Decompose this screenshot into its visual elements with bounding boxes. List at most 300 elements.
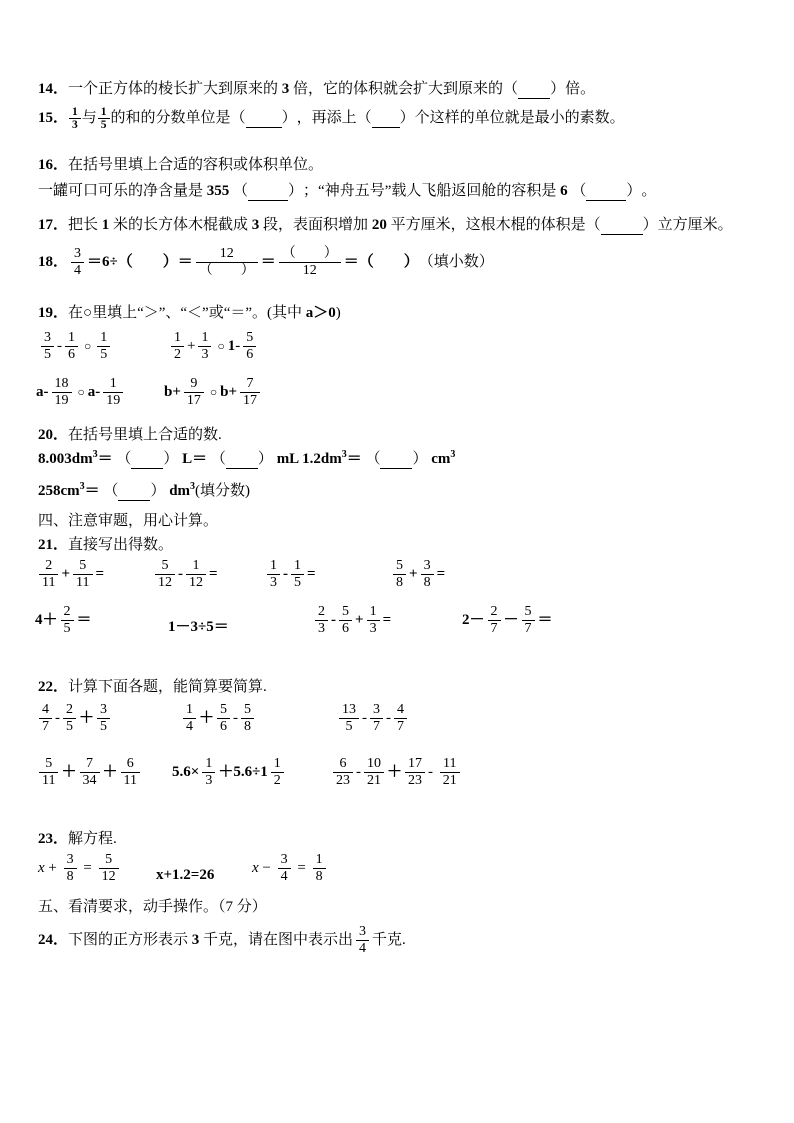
q22-expression-5 — [172, 756, 287, 789]
bold-token: ＋ — [79, 710, 95, 727]
math-fraction — [394, 702, 407, 735]
bold-token: a- — [36, 384, 49, 401]
fraction-denominator: 3 — [318, 621, 325, 637]
text-token: = — [293, 860, 310, 877]
fraction-denominator: 17 — [243, 393, 258, 409]
q21-expression-5 — [35, 604, 92, 637]
fill-blank — [365, 450, 427, 469]
italic-variable: x — [252, 860, 259, 877]
fraction-denominator: 6 — [246, 347, 254, 363]
fraction-numerator: 5 — [105, 852, 113, 867]
question-14 — [38, 80, 595, 99]
math-fraction — [333, 756, 353, 789]
fraction-denominator: 7 — [373, 719, 380, 735]
math-fraction — [103, 376, 123, 409]
math-fraction — [61, 604, 74, 637]
fraction-denominator: 5 — [345, 719, 353, 735]
compare-circle-icon: ○ — [84, 339, 92, 354]
math-fraction — [63, 702, 76, 735]
text-token: ) — [335, 305, 341, 321]
fraction-numerator: 1 — [205, 756, 213, 771]
math-fraction — [522, 604, 535, 637]
math-fraction — [291, 558, 304, 591]
text-token: - — [356, 764, 361, 781]
fraction-numerator: 4 — [42, 702, 49, 717]
bold-token: 22． — [38, 679, 69, 695]
fraction-numerator: 7 — [246, 376, 254, 391]
fraction-denominator: 12 — [101, 869, 116, 885]
fill-blank — [116, 450, 178, 469]
text-token: 个这样的单位就是最小的素数。 — [414, 110, 625, 127]
q21-expression-1 — [36, 558, 104, 591]
bold-token: = — [307, 566, 316, 583]
math-fraction — [39, 756, 58, 789]
bold-token: ＋ — [199, 710, 215, 727]
math-fraction — [52, 376, 72, 409]
text-token: - — [233, 710, 239, 727]
bold-token: a- — [87, 384, 101, 401]
bold-token: b+ — [164, 384, 181, 401]
text-token: 倍。 — [565, 81, 596, 97]
open-paren-icon: （ — [116, 451, 132, 467]
fraction-numerator: 6 — [339, 756, 347, 771]
math-fraction — [243, 330, 256, 363]
compare-circle-icon: ○ — [77, 385, 85, 400]
fraction-denominator: 4 — [280, 869, 288, 885]
text-token: (填分数) — [195, 483, 251, 499]
text-token: 千克，请在图中表示出 — [199, 932, 354, 949]
text-token: 一罐可口可乐的净含量是 — [38, 183, 207, 199]
fraction-denominator: 5 — [44, 347, 51, 363]
math-fraction — [313, 852, 326, 885]
math-fraction — [339, 702, 359, 735]
fill-blank — [357, 109, 415, 128]
question-20-line-2 — [38, 482, 250, 501]
bold-token: 1－3÷5＝ — [168, 619, 229, 635]
text-token: 解方程. — [68, 831, 117, 847]
fraction-numerator: 2 — [318, 604, 325, 619]
close-paren-icon: ） — [257, 451, 273, 467]
fraction-denominator: 11 — [76, 575, 90, 591]
bold-token: dm — [165, 483, 191, 499]
fraction-numerator: 5 — [396, 558, 403, 573]
math-fraction — [97, 702, 110, 735]
fraction-numerator: 5 — [244, 702, 252, 717]
q21-expression-3 — [264, 558, 316, 591]
text-token: - — [235, 338, 241, 355]
blank-underline — [248, 186, 288, 201]
blank-underline — [601, 220, 643, 235]
open-paren-icon: （ — [356, 110, 372, 127]
question-23-heading — [38, 830, 117, 849]
bold-token: + — [355, 612, 364, 629]
text-token: 在○里填上“＞”、“＜”或“＝”。(其中 — [68, 305, 306, 321]
math-fraction — [421, 558, 434, 591]
fraction-numerator: 3 — [373, 702, 380, 717]
bold-token: 6 — [560, 183, 568, 199]
blank-underline — [131, 454, 163, 469]
q21-expression-7 — [312, 604, 391, 637]
compare-circle-icon: ○ — [209, 385, 218, 400]
fraction-numerator: 1 — [72, 106, 78, 118]
bold-token: 16． — [38, 157, 69, 173]
fraction-numerator: 5 — [246, 330, 254, 345]
math-fraction — [99, 852, 119, 885]
text-token: - — [57, 338, 62, 355]
fraction-denominator: 3 — [201, 347, 209, 363]
bold-token: 14． — [38, 81, 69, 97]
bold-token: ＝ — [84, 483, 104, 499]
text-token: − — [258, 860, 275, 877]
bold-token: - — [283, 566, 288, 583]
math-fraction — [69, 106, 81, 131]
bold-token: - — [331, 612, 336, 629]
fraction-numerator: 13 — [342, 702, 356, 717]
bold-token: 21． — [38, 537, 69, 553]
section-4-title: 四、注意审题，用心计算。 — [38, 513, 219, 529]
fraction-denominator: 12 — [189, 575, 203, 591]
text-token: 直接写出得数。 — [68, 537, 174, 553]
bold-token: 20． — [38, 427, 69, 443]
fraction-numerator: 1 — [369, 604, 377, 619]
text-token: 下图的正方形表示 — [68, 932, 192, 949]
bold-token: 18． — [38, 254, 69, 271]
fraction-denominator: 8 — [423, 575, 431, 591]
bold-token: － — [503, 612, 519, 629]
math-fraction — [73, 558, 92, 591]
math-fraction — [64, 852, 77, 885]
question-22-heading — [38, 678, 267, 697]
text-token: + — [187, 338, 196, 355]
fraction-numerator: 2 — [45, 558, 53, 573]
fraction-denominator: 21 — [442, 773, 457, 789]
math-fraction — [339, 604, 352, 637]
fraction-denominator: 5 — [63, 621, 71, 637]
q22-expression-2 — [180, 702, 257, 735]
text-token: 在括号里填上合适的数. — [68, 427, 222, 443]
fraction-denominator: 4 — [359, 941, 367, 957]
superscript: 3 — [450, 449, 456, 461]
bold-token: ＋5.6÷1 — [218, 764, 268, 781]
math-fraction — [39, 702, 52, 735]
fraction-denominator: 7 — [397, 719, 404, 735]
fill-blank — [103, 482, 165, 501]
text-token: 。 — [641, 183, 657, 199]
bold-token: x+1.2=26 — [156, 867, 215, 883]
math-fraction — [364, 756, 384, 789]
math-fraction — [155, 558, 175, 591]
close-paren-icon: ） — [163, 451, 179, 467]
math-fraction — [367, 604, 380, 637]
q19-expression-1 — [38, 330, 113, 363]
fraction-denominator: 11 — [42, 773, 56, 789]
fraction-numerator: 6 — [126, 756, 134, 771]
fraction-numerator: 2 — [490, 604, 498, 619]
text-token: 计算下面各题，能简算要简算. — [68, 679, 267, 695]
fraction-denominator: 5 — [100, 719, 108, 735]
math-fraction — [405, 756, 425, 789]
question-19-heading — [38, 304, 341, 323]
bold-token: 4＋ — [35, 612, 58, 629]
open-paren-icon: （ — [503, 81, 519, 97]
open-paren-icon: （ — [233, 183, 249, 199]
blank-underline — [246, 113, 282, 128]
fraction-denominator: 3 — [369, 621, 377, 637]
q22-expression-1 — [36, 702, 113, 735]
fraction-numerator: 1 — [270, 558, 277, 573]
fraction-denominator: 5 — [294, 575, 301, 591]
fraction-numerator: 2 — [66, 702, 73, 717]
blank-underline — [586, 186, 626, 201]
bold-token: 258cm — [38, 483, 80, 499]
q21-expression-8 — [462, 604, 553, 637]
bold-token: ＋ — [61, 764, 77, 781]
fraction-denominator: 6 — [220, 719, 228, 735]
fraction-denominator: 3 — [205, 773, 213, 789]
bold-token: cm — [427, 451, 451, 467]
math-fraction — [71, 246, 84, 279]
fraction-numerator: 10 — [367, 756, 381, 771]
bold-token: mL 1.2dm — [272, 451, 342, 467]
open-paren-icon: （ — [585, 217, 601, 233]
fraction-denominator: 17 — [186, 393, 201, 409]
bold-token: 17． — [38, 217, 69, 233]
bold-token: ＝ — [537, 612, 553, 629]
open-paren-icon: （ — [103, 483, 119, 499]
bold-token: ＝ — [97, 451, 117, 467]
fraction-denominator: 7 — [524, 621, 532, 637]
math-fraction — [121, 756, 140, 789]
fraction-numerator: 1 — [109, 376, 117, 391]
fraction-denominator: 5 — [100, 347, 108, 363]
blank-underline — [372, 113, 400, 128]
math-fraction — [315, 604, 328, 637]
superscript: 3 — [79, 481, 85, 493]
bold-token: 355 — [206, 183, 230, 199]
question-15 — [38, 106, 625, 131]
fraction-numerator: 3 — [359, 924, 367, 939]
text-token: ；“神舟五号”载人飞船返回舱的容积是 — [303, 183, 561, 199]
bold-token: ＋ — [387, 764, 403, 781]
fraction-denominator: 2 — [174, 347, 181, 363]
fraction-numerator: 17 — [408, 756, 423, 771]
fraction-numerator: 7 — [86, 756, 93, 771]
text-token: 倍，它的体积就会扩大到原来的 — [289, 81, 504, 97]
fraction-numerator: 5 — [79, 558, 87, 573]
math-fraction — [440, 756, 460, 789]
fill-blank — [571, 182, 641, 201]
fraction-denominator: 8 — [244, 719, 252, 735]
fraction-denominator: 3 — [72, 119, 78, 132]
fraction-denominator: （ ） — [198, 263, 255, 279]
fraction-denominator: 5 — [100, 119, 107, 132]
math-fraction — [41, 330, 54, 363]
question-24 — [38, 924, 406, 957]
math-fraction — [186, 558, 206, 591]
bold-token: 1 — [101, 217, 110, 233]
fraction-numerator: 1 — [186, 702, 193, 717]
q19-expression-4 — [164, 376, 263, 409]
text-token: 千克. — [372, 932, 406, 949]
math-fraction — [202, 756, 215, 789]
fraction-numerator: 5 — [220, 702, 228, 717]
text-token: 段，表面积增加 — [259, 217, 372, 233]
bold-token: ＋ — [102, 764, 118, 781]
open-paren-icon: （ — [210, 451, 226, 467]
fraction-denominator: 19 — [54, 393, 69, 409]
fraction-denominator: 5 — [66, 719, 73, 735]
superscript: 3 — [190, 481, 196, 493]
question-16-line — [38, 182, 656, 201]
fraction-denominator: 21 — [367, 773, 381, 789]
text-token: 的和的分数单位是 — [110, 110, 231, 127]
fraction-denominator: 8 — [315, 869, 323, 885]
math-fraction — [183, 702, 196, 735]
question-20-line-1 — [38, 450, 455, 469]
fraction-numerator: （ ） — [281, 246, 338, 261]
math-fraction — [393, 558, 406, 591]
fraction-numerator: 5 — [45, 756, 53, 771]
math-fraction — [241, 702, 254, 735]
text-token: - — [428, 764, 437, 781]
q21-expression-4 — [390, 558, 445, 591]
q23-equation-2 — [156, 866, 214, 885]
fraction-numerator: 11 — [443, 756, 457, 771]
fraction-denominator: 4 — [186, 719, 193, 735]
bold-token: 5.6× — [172, 764, 200, 781]
text-token: 平方厘米，这根木棍的体积是 — [386, 217, 586, 233]
open-paren-icon: （ — [365, 451, 381, 467]
fraction-numerator: 3 — [44, 330, 51, 345]
bold-token: ＝6÷（ ）＝ — [87, 254, 193, 271]
q23-equation-1 — [38, 852, 122, 885]
fraction-denominator: 6 — [68, 347, 75, 363]
math-fraction — [356, 924, 369, 957]
math-fraction — [278, 852, 291, 885]
fraction-numerator: 5 — [342, 604, 349, 619]
fraction-denominator: 7 — [490, 621, 498, 637]
text-token: 一个正方体的棱长扩大到原来的 — [68, 81, 282, 97]
math-fraction — [196, 246, 258, 279]
q19-expression-3 — [36, 376, 126, 409]
fraction-numerator: 1 — [315, 852, 323, 867]
fraction-numerator: 3 — [280, 852, 288, 867]
bold-token: 3 — [251, 217, 260, 233]
math-fraction — [240, 376, 260, 409]
text-token: 立方厘米。 — [657, 217, 733, 233]
open-paren-icon: （ — [571, 183, 587, 199]
compare-circle-icon: ○ — [217, 339, 225, 354]
close-paren-icon: ） — [550, 81, 566, 97]
fraction-numerator: 3 — [66, 852, 74, 867]
close-paren-icon: ） — [288, 183, 304, 199]
bold-token: ＝ — [346, 451, 366, 467]
fraction-numerator: 1 — [68, 330, 75, 345]
fraction-numerator: 4 — [397, 702, 404, 717]
q19-expression-2 — [168, 330, 259, 363]
fraction-numerator: 1 — [100, 330, 108, 345]
fraction-denominator: 7 — [42, 719, 49, 735]
close-paren-icon: ） — [626, 183, 642, 199]
bold-token: = — [436, 566, 446, 583]
fraction-numerator: 3 — [74, 246, 82, 261]
question-18 — [38, 246, 494, 279]
bold-token: a＞0 — [305, 305, 336, 321]
close-paren-icon: ） — [642, 217, 658, 233]
fraction-denominator: 3 — [270, 575, 277, 591]
fraction-numerator: 12 — [219, 246, 234, 261]
fill-blank — [231, 109, 297, 128]
fraction-denominator: 12 — [158, 575, 172, 591]
blank-underline — [518, 84, 550, 99]
q21-expression-2 — [152, 558, 218, 591]
question-17 — [38, 216, 733, 235]
math-fraction — [39, 558, 58, 591]
text-token: ，再添上 — [296, 110, 357, 127]
fraction-denominator: 4 — [74, 263, 82, 279]
q23-equation-3 — [252, 852, 329, 885]
bold-token: 20 — [371, 217, 387, 233]
math-fraction — [171, 330, 184, 363]
fraction-numerator: 3 — [423, 558, 431, 573]
math-fraction — [184, 376, 204, 409]
fill-blank — [503, 80, 565, 99]
question-20-heading — [38, 426, 222, 445]
bold-token: 24． — [38, 932, 69, 949]
math-fraction — [271, 756, 284, 789]
superscript: 3 — [341, 449, 347, 461]
text-token: - — [55, 710, 60, 727]
bold-token: 19． — [38, 305, 69, 321]
math-fraction — [488, 604, 501, 637]
math-fraction — [267, 558, 280, 591]
fraction-numerator: 18 — [54, 376, 69, 391]
fraction-numerator: 2 — [63, 604, 71, 619]
text-token: 把长 — [68, 217, 102, 233]
bold-token: ＝（ ） — [343, 254, 419, 271]
fraction-denominator: 2 — [273, 773, 281, 789]
text-token: = — [79, 860, 96, 877]
bold-token: + — [409, 566, 418, 583]
math-fraction — [217, 702, 230, 735]
q22-expression-6 — [330, 756, 463, 789]
blank-underline — [118, 486, 150, 501]
italic-variable: x — [38, 860, 45, 877]
math-fraction — [198, 330, 211, 363]
close-paren-icon: ） — [399, 110, 415, 127]
section-5-title: 五、看清要求，动手操作。（7 分） — [38, 899, 267, 915]
bold-token: b+ — [220, 384, 238, 401]
fill-blank — [211, 450, 273, 469]
fraction-numerator: 1 — [100, 106, 107, 118]
fraction-numerator: 1 — [294, 558, 301, 573]
fraction-denominator: 19 — [106, 393, 121, 409]
math-fraction — [65, 330, 78, 363]
fraction-denominator: 8 — [396, 575, 403, 591]
bold-token: ＝ — [76, 612, 92, 629]
superscript: 3 — [92, 449, 98, 461]
bold-token: 2－ — [462, 612, 485, 629]
fill-blank — [233, 182, 303, 201]
bold-token: 15． — [38, 110, 69, 127]
close-paren-icon: ） — [150, 483, 166, 499]
fraction-denominator: 23 — [336, 773, 350, 789]
question-21-heading — [38, 536, 173, 555]
fraction-numerator: 5 — [524, 604, 532, 619]
bold-token: L＝ — [178, 451, 211, 467]
bold-token: 1 — [227, 338, 236, 355]
fraction-denominator: 12 — [302, 263, 317, 279]
